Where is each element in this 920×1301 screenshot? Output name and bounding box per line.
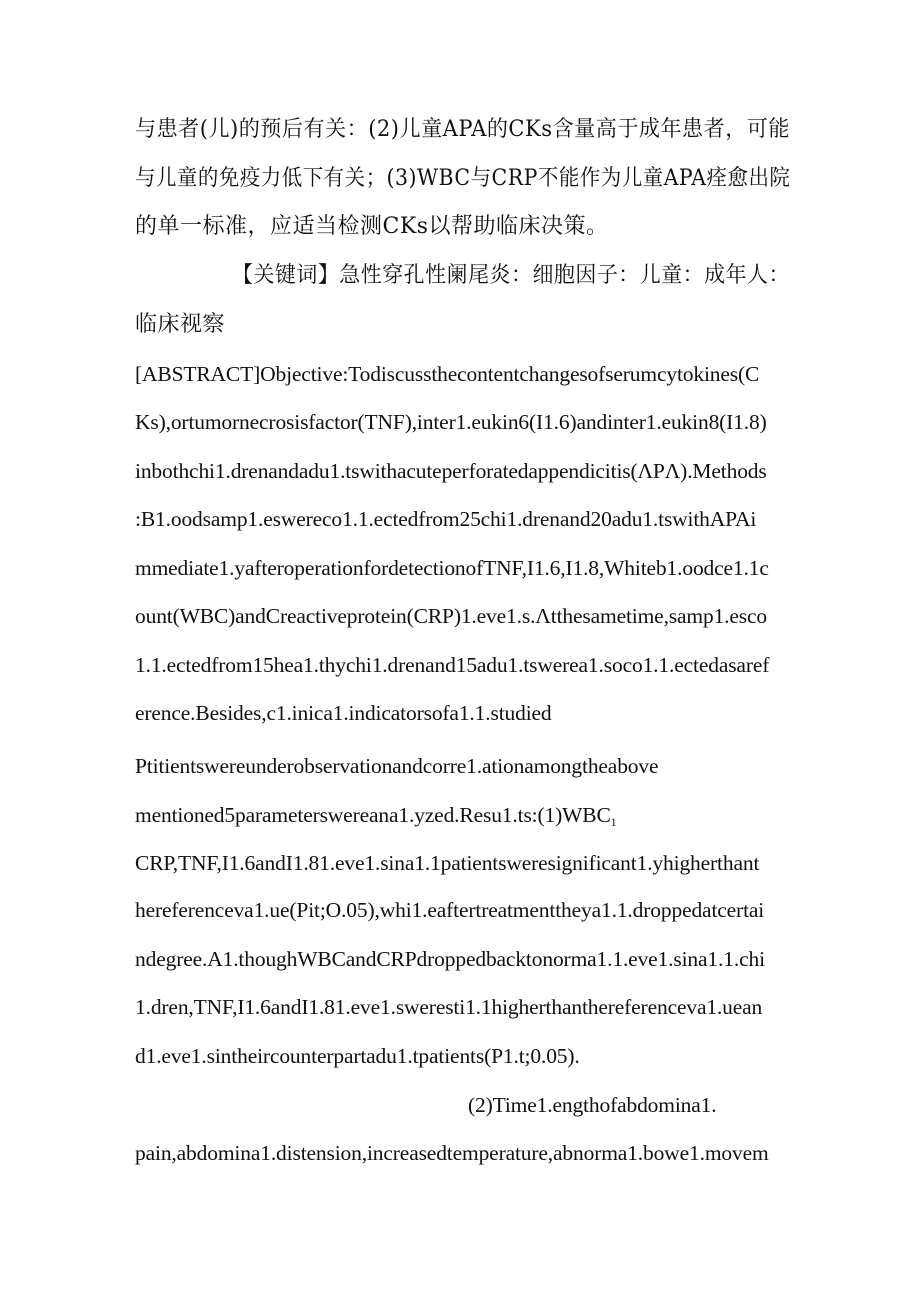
abstract-line-16: (2)Time1.engthofabdomina1. — [468, 1093, 717, 1117]
abstract-line-2: Ks),ortumornecrosisfactor(TNF),inter1.eukin6(I1.6)andinter1.eukin8(I1.8) — [135, 410, 767, 434]
abstract-line-11: CRP,TNF,I1.6andI1.81.eve1.sina1.1patientsweresignificant1.yhigherthant — [135, 851, 760, 875]
keywords-line: 【关键词】急性穿孔性阑尾炎：细胞因子：儿童：成年人： — [232, 263, 790, 288]
text-line-3: 的单一标准，应适当检测CKs以帮助临床决策。 — [135, 214, 609, 239]
abstract-line-1: [ABSTRACT]Objective:Todiscussthecontentchangesofserumcytokines(C — [135, 362, 760, 386]
abstract-line-13: ndegree.A1.thoughWBCandCRPdroppedbacktonorma1.1.eve1.sina1.1.chi — [135, 947, 765, 971]
abstract-line-10-text: mentioned5parameterswereana1.yzed.Resu1.ts:(1)WBC — [135, 803, 611, 827]
text-line-2: 与儿童的免疫力低下有关；(3)WBC与CRP不能作为儿童APA痊愈出院 — [135, 166, 791, 191]
abstract-line-14: 1.dren,TNF,I1.6andI1.81.eve1.sweresti1.1higherthanthereferenceva1.uean — [135, 995, 763, 1019]
abstract-line-9: Ptitientswereunderobservationandcorre1.ationamongtheabove — [135, 754, 659, 778]
abstract-line-17: pain,abdomina1.distension,increasedtemperature,abnorma1.bowe1.movem — [135, 1141, 769, 1165]
text-line-1: 与患者(儿)的预后有关：(2)儿童APA的CKs含量高于成年患者，可能 — [135, 117, 790, 142]
abstract-line-5: mmediate1.yafteroperationfordetectionofTNF,I1.6,I1.8,Whiteb1.oodce1.1c — [135, 556, 769, 580]
abstract-line-7: 1.1.ectedfrom15hea1.thychi1.drenand15adu1.tswerea1.soco1.1.ectedasaref — [135, 653, 770, 677]
abstract-line-12: hereferenceva1.ue(Pit;O.05),whi1.eaftertreatmenttheya1.1.droppedatcertai — [135, 898, 765, 922]
abstract-line-4: :B1.oodsamp1.eswereco1.1.ectedfrom25chi1.drenand20adu1.tswithAPAi — [135, 507, 757, 531]
keywords-line-cont: 临床视察 — [135, 312, 226, 337]
abstract-line-15: d1.eve1.sintheircounterpartadu1.tpatients(P1.t;0.05). — [135, 1044, 580, 1068]
abstract-line-10 — [135, 800, 617, 837]
wbc-subscript: 1 — [610, 815, 617, 829]
abstract-line-6: ount(WBC)andCreactiveprotein(CRP)1.eve1.s.Λtthesametime,samp1.esco — [135, 604, 768, 628]
abstract-line-3: inbothchi1.drenandadu1.tswithacuteperforatedappendicitis(ΛPΛ).Methods — [135, 459, 767, 483]
abstract-line-8: erence.Besides,c1.inica1.indicatorsofa1.1.studied — [135, 701, 552, 725]
